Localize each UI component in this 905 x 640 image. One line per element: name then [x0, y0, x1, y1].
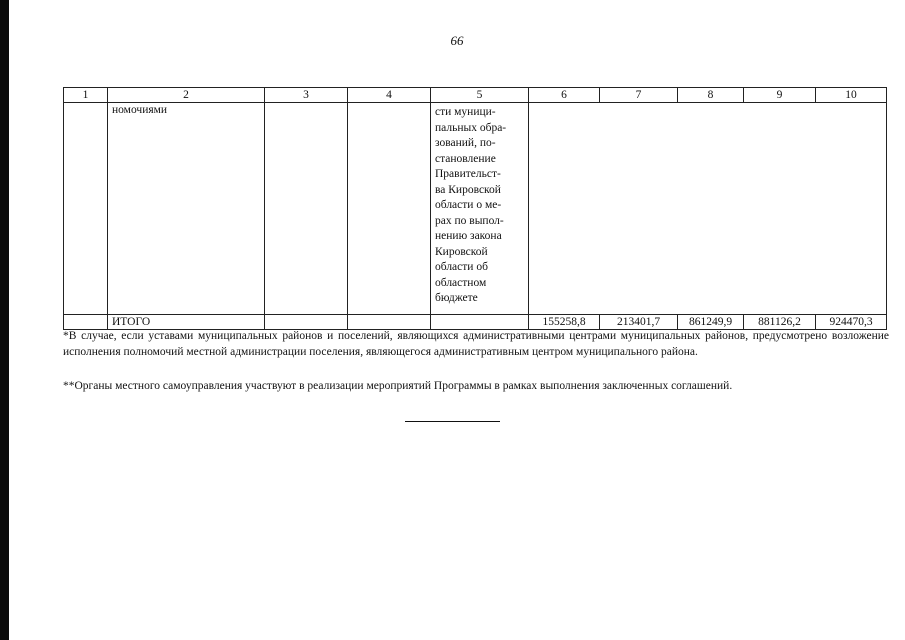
total-value: 155258,8 [529, 315, 600, 330]
legal-basis-line: зований, по- [435, 137, 496, 149]
table-cell [64, 103, 108, 315]
legal-basis-line: областном [435, 276, 487, 289]
header-cell: 9 [744, 88, 816, 103]
scan-edge-bar [0, 0, 9, 640]
legal-basis-line: становление [435, 152, 496, 165]
legal-basis-line: области о ме- [435, 199, 502, 211]
footnote-single-asterisk: *В случае, если уставами муниципальных районов и поселений, являющихся административными центрами муниципальных районов, предусмотрено возложение исполнения полномочий местной администрации поселения, являющегося административным центром муниципального района. [63, 330, 889, 358]
table-cell [265, 103, 348, 315]
legal-basis-line: области об [435, 261, 488, 273]
legal-basis-line: рах по выпол- [435, 214, 504, 227]
legal-basis-cell [431, 103, 529, 315]
table-cell [348, 103, 431, 315]
legal-basis-line: ва Кировской [435, 183, 501, 196]
page-number: 66 [450, 33, 464, 48]
header-cell: 2 [108, 88, 265, 103]
header-cell: 8 [678, 88, 744, 103]
header-cell: 10 [816, 88, 887, 103]
header-cell: 6 [529, 88, 600, 103]
legal-basis-line: бюджете [435, 292, 478, 304]
total-label: ИТОГО [108, 315, 265, 330]
header-cell: 5 [431, 88, 529, 103]
legal-basis-line: сти муници- [435, 106, 496, 118]
header-cell: 3 [265, 88, 348, 103]
total-value: 924470,3 [816, 315, 887, 330]
table-row [64, 103, 887, 315]
program-table [63, 87, 887, 330]
total-value: 861249,9 [678, 315, 744, 330]
legal-basis-line: пальных обра- [435, 121, 507, 134]
legal-basis-line: нению закона [435, 230, 502, 242]
table-header-row [64, 88, 887, 103]
empty-values-cell [529, 103, 887, 315]
header-cell: 1 [64, 88, 108, 103]
end-divider [405, 421, 500, 422]
header-cell: 7 [600, 88, 678, 103]
legal-basis-line: Кировской [435, 245, 488, 258]
total-value: 881126,2 [744, 315, 816, 330]
header-cell: 4 [348, 88, 431, 103]
footnote-double-asterisk: **Органы местного самоуправления участвуют в реализации мероприятий Программы в рамках выполнения заключенных соглашений. [63, 380, 733, 392]
legal-basis-line: Правительст- [435, 168, 501, 180]
authority-cell: номочиями [108, 103, 265, 315]
total-value: 213401,7 [600, 315, 678, 330]
